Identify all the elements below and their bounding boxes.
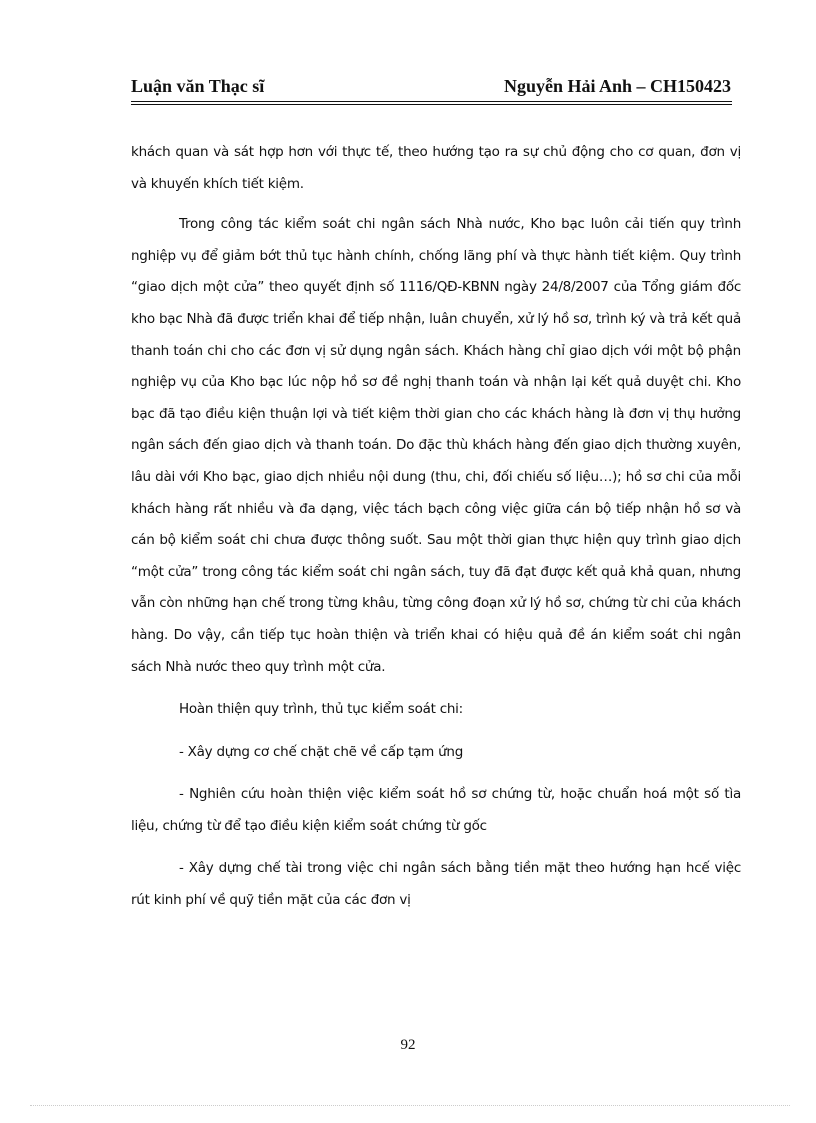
list-item: - Nghiên cứu hoàn thiện việc kiểm soát hồ sơ chứng từ, hoặc chuẩn hoá một số tìa liệu, chứng từ để tạo điều kiện kiểm soát chứng từ gốc (131, 786, 741, 834)
list-heading: Hoàn thiện quy trình, thủ tục kiểm soát chi: (179, 701, 463, 718)
header-thesis-type: Luận văn Thạc sĩ (131, 76, 265, 96)
page-number: 92 (400, 1037, 416, 1053)
header-double-rule (131, 101, 732, 105)
list-item: - Xây dựng chế tài trong việc chi ngân sách bằng tiền mặt theo hướng hạn hcế việc rút kinh phí về quỹ tiền mặt của các đơn vị (131, 860, 741, 909)
paragraph-one-stop-process: Trong công tác kiểm soát chi ngân sách Nhà nước, Kho bạc luôn cải tiến quy trình nghiệp vụ để giảm bớt thủ tục hành chính, chống lãng phí và thực hành tiết kiệm. Quy trình “giao dịch một cửa” theo quyết định số 1116/QĐ-KBNN ngày 24/8/2007 của Tổng giám đốc kho bạc Nhà đã được triển khai để tiếp nhận, luân chuyển, xử lý hồ sơ, trình ký và trả kết quả thanh toán chi cho các đơn vị sử dụng ngân sách. Khách hàng chỉ giao dịch với một bộ phận nghiệp vụ của Kho bạc lúc nộp hồ sơ đề nghị thanh toán và nhận lại kết quả duyệt chi. Kho bạc đã tạo điều kiện thuận lợi và tiết kiệm thời gian cho các khách hàng là đơn vị thụ hưởng ngân sách đến giao dịch và thanh toán. Do đặc thù khách hàng đến giao dịch thường xuyên, lâu dài với Kho bạc, giao dịch nhiều nội dung (thu, chi, đối chiếu số liệu…); hồ sơ chi của mỗi khách hàng rất nhiều và đa dạng, việc tách bạch công việc giữa cán bộ tiếp nhận hồ sơ và cán bộ kiểm soát chi chưa được thông suốt. Sau một thời gian thực hiện quy trình giao dịch “một cửa” trong công tác kiểm soát chi ngân sách, tuy đã đạt được kết quả khả quan, nhưng vẫn còn những hạn chế trong từng khâu, từng công đoạn xử lý hồ sơ, chứng từ chi của khách hàng. Do vậy, cần tiếp tục hoàn thiện và triển khai có hiệu quả đề án kiểm soát chi ngân sách Nhà nước theo quy trình một cửa. (131, 216, 741, 675)
footer-dotted-line (30, 1105, 790, 1106)
body-text (131, 137, 741, 928)
header-author: Nguyễn Hải Anh – CH150423 (503, 76, 731, 96)
paragraph-continued: khách quan và sát hợp hơn với thực tế, theo hướng tạo ra sự chủ động cho cơ quan, đơn vị và khuyến khích tiết kiệm. (131, 144, 741, 192)
page-header (131, 76, 731, 102)
list-item: - Xây dựng cơ chế chặt chẽ về cấp tạm ứng (179, 743, 464, 760)
